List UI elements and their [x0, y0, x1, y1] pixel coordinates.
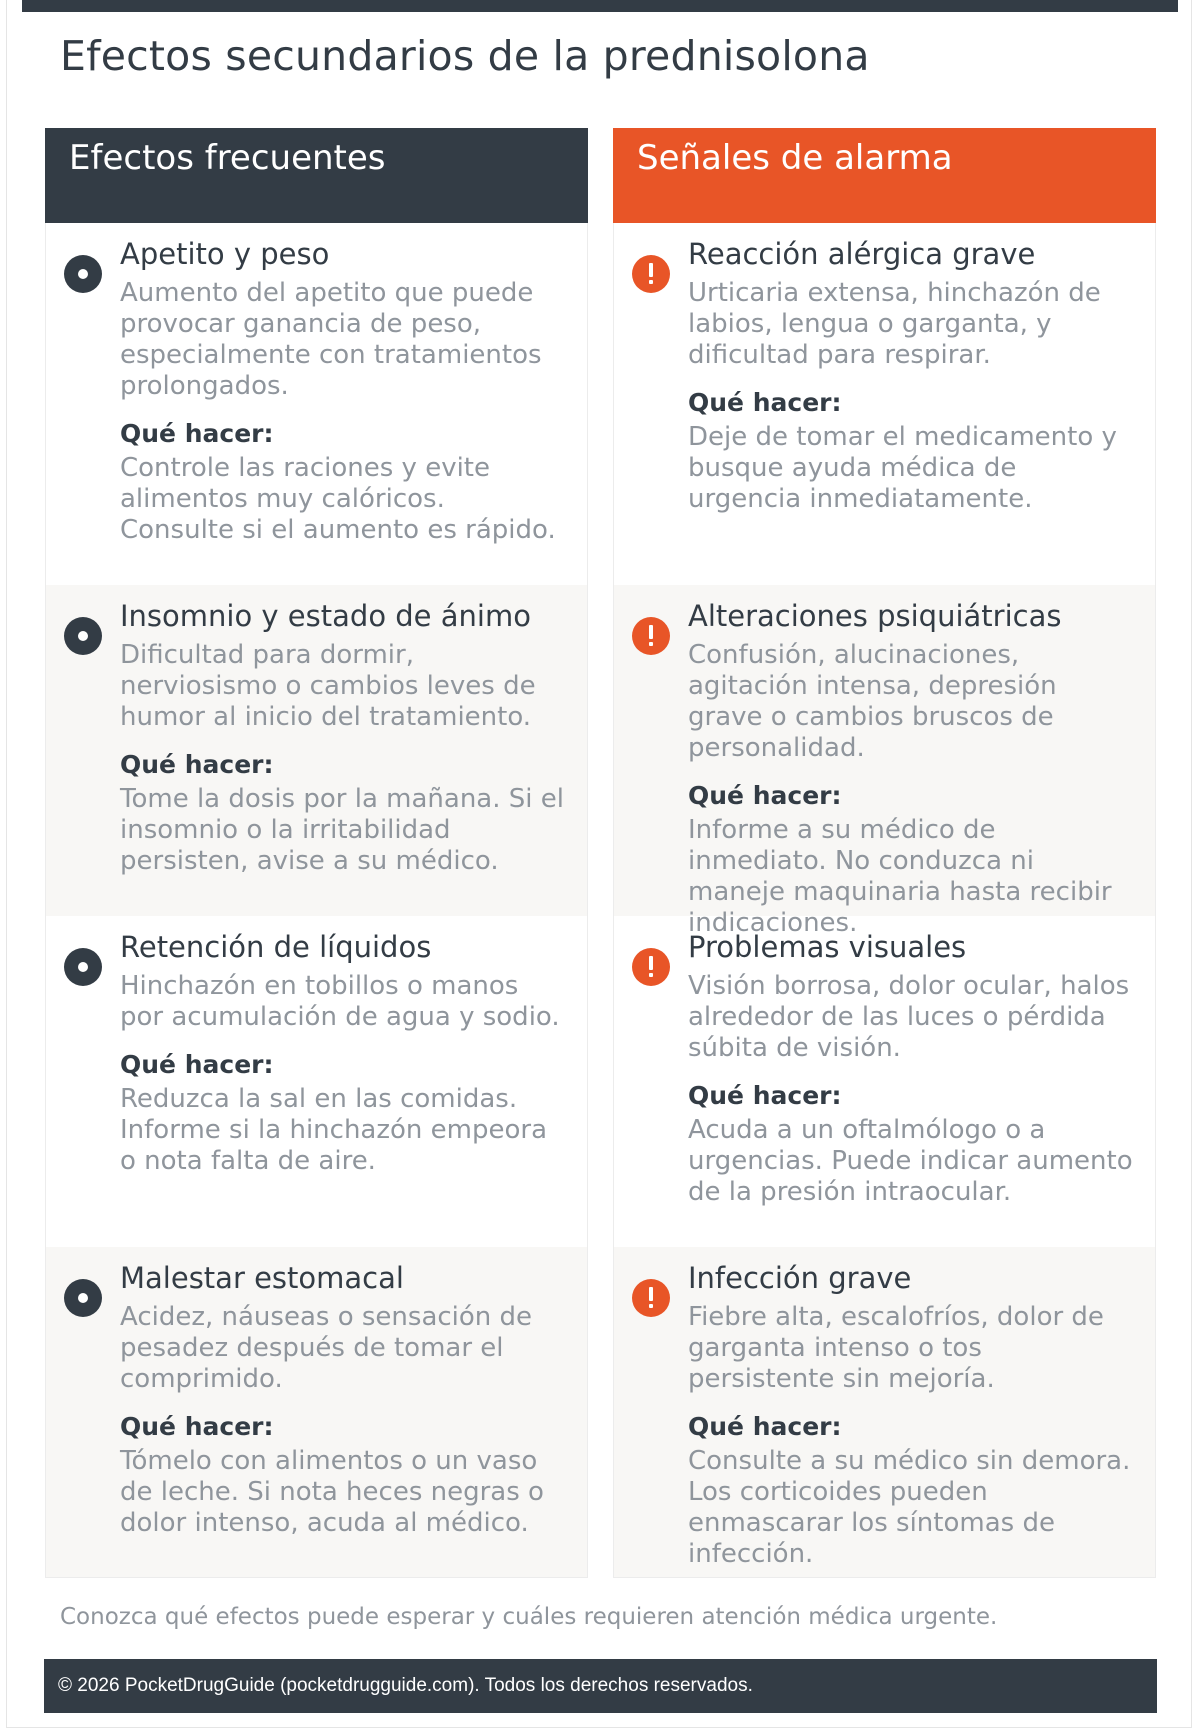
- warning-description: Confusión, alucinaciones, agitación intensa, depresión grave o cambios bruscos de personalidad.: [688, 640, 1057, 764]
- effect-title: Retención de líquidos: [120, 930, 432, 964]
- effect-description: Hinchazón en tobillos o manos por acumulación de agua y sodio.: [120, 971, 560, 1033]
- action-text: Acuda a un oftalmólogo o a urgencias. Puede indicar aumento de la presión intraocular.: [688, 1115, 1133, 1208]
- dot-icon: [64, 255, 102, 293]
- action-label: Qué hacer:: [120, 1050, 274, 1080]
- action-label: Qué hacer:: [120, 1412, 274, 1442]
- column-header: [45, 128, 588, 223]
- action-text: Reduzca la sal en las comidas. Informe si la hinchazón empeora o nota falta de aire.: [120, 1084, 548, 1177]
- effect-title: Insomnio y estado de ánimo: [120, 599, 531, 633]
- action-text: Consulte a su médico sin demora. Los corticoides pueden enmascarar los síntomas de infección.: [688, 1446, 1131, 1570]
- warning-title: Alteraciones psiquiátricas: [688, 599, 1062, 633]
- warning-card: [613, 223, 1156, 585]
- footer-bar: [44, 1659, 1157, 1713]
- action-label: Qué hacer:: [688, 388, 842, 418]
- effect-card: [45, 916, 588, 1247]
- warning-card: [613, 916, 1156, 1247]
- warning-title: Reacción alérgica grave: [688, 237, 1036, 271]
- effect-title: Apetito y peso: [120, 237, 330, 271]
- action-label: Qué hacer:: [688, 781, 842, 811]
- effect-description: Acidez, náuseas o sensación de pesadez después de tomar el comprimido.: [120, 1302, 533, 1395]
- page-title: Efectos secundarios de la prednisolona: [60, 32, 870, 80]
- warning-description: Urticaria extensa, hinchazón de labios, lengua o garganta, y dificultad para respirar.: [688, 278, 1101, 371]
- dot-icon: [64, 1279, 102, 1317]
- effect-description: Dificultad para dormir, nerviosismo o cambios leves de humor al inicio del tratamiento.: [120, 640, 536, 733]
- column-title: Efectos frecuentes: [69, 138, 386, 178]
- warning-card: [613, 1247, 1156, 1578]
- action-text: Informe a su médico de inmediato. No conduzca ni maneje maquinaria hasta recibir indicaciones.: [688, 815, 1112, 939]
- action-label: Qué hacer:: [120, 750, 274, 780]
- dot-icon: [64, 948, 102, 986]
- warning-card: [613, 585, 1156, 939]
- copyright-text: © 2026 PocketDrugGuide (pocketdrugguide.com). Todos los derechos reservados.: [58, 1675, 753, 1696]
- column-header: [613, 128, 1156, 223]
- effect-card: [45, 1247, 588, 1578]
- warning-description: Fiebre alta, escalofríos, dolor de garganta intenso o tos persistente sin mejoría.: [688, 1302, 1104, 1395]
- action-text: Controle las raciones y evite alimentos muy calóricos. Consulte si el aumento es rápido.: [120, 453, 556, 546]
- top-accent-bar: [22, 0, 1178, 12]
- action-text: Tómelo con alimentos o un vaso de leche. Si nota heces negras o dolor intenso, acuda al médico.: [120, 1446, 544, 1539]
- action-label: Qué hacer:: [120, 419, 274, 449]
- alert-icon: [632, 617, 670, 655]
- dot-icon: [64, 617, 102, 655]
- effect-card: [45, 585, 588, 916]
- effect-card: [45, 223, 588, 585]
- alert-icon: [632, 948, 670, 986]
- common-effects-column: [45, 128, 588, 1578]
- footnote: Conozca qué efectos puede esperar y cuáles requieren atención médica urgente.: [60, 1604, 998, 1630]
- warning-signs-column: [613, 128, 1156, 1578]
- action-text: Tome la dosis por la mañana. Si el insomnio o la irritabilidad persisten, avise a su médico.: [120, 784, 564, 877]
- alert-icon: [632, 1279, 670, 1317]
- alert-icon: [632, 255, 670, 293]
- action-label: Qué hacer:: [688, 1412, 842, 1442]
- warning-description: Visión borrosa, dolor ocular, halos alrededor de las luces o pérdida súbita de visión.: [688, 971, 1130, 1064]
- warning-title: Infección grave: [688, 1261, 912, 1295]
- warning-title: Problemas visuales: [688, 930, 967, 964]
- column-title: Señales de alarma: [637, 138, 953, 178]
- effect-title: Malestar estomacal: [120, 1261, 404, 1295]
- action-text: Deje de tomar el medicamento y busque ayuda médica de urgencia inmediatamente.: [688, 422, 1117, 515]
- action-label: Qué hacer:: [688, 1081, 842, 1111]
- effect-description: Aumento del apetito que puede provocar ganancia de peso, especialmente con tratamientos prolongados.: [120, 278, 542, 402]
